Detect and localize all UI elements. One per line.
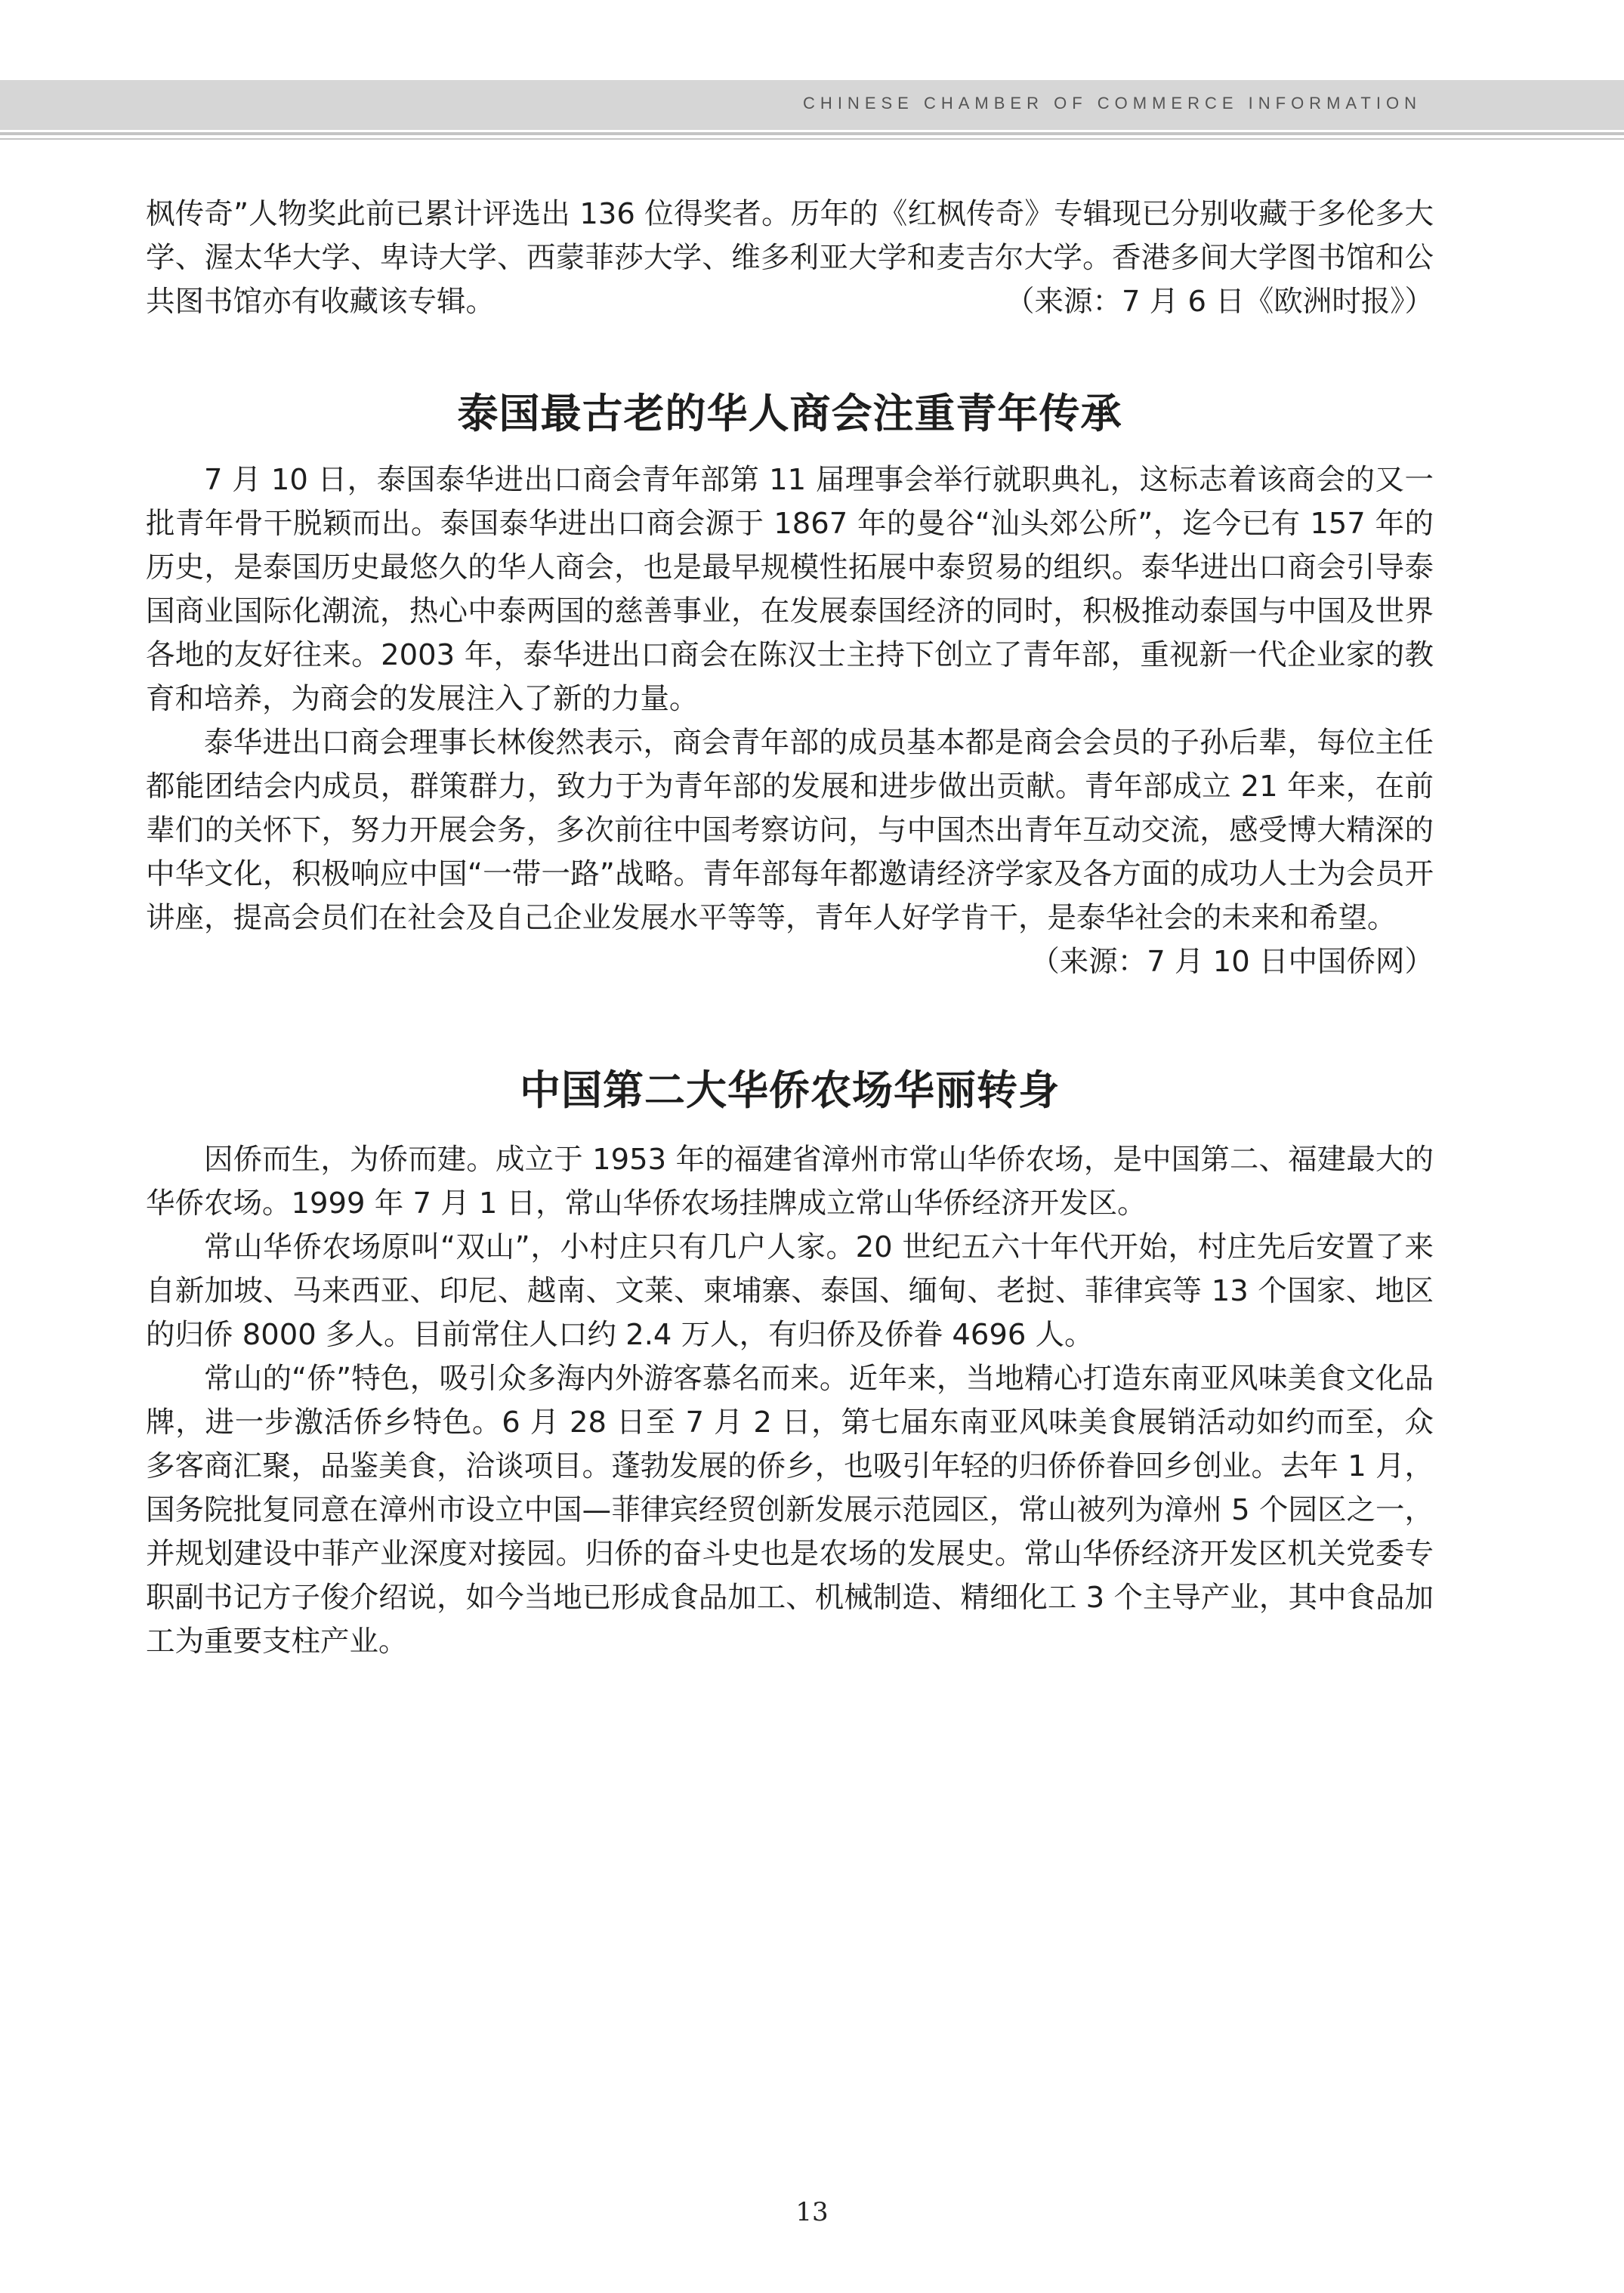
page-number: 13 [795,2197,829,2227]
running-header: CHINESE CHAMBER OF COMMERCE INFORMATION [803,94,1422,113]
article-2-paragraph-1: 因侨而生，为侨而建。成立于 1953 年的福建省漳州市常山华侨农场，是中国第二、福建最大的华侨农场。1999 年 7 月 1 日，常山华侨农场挂牌成立常山华侨经济开发区。 [146,1143,1434,1221]
article-1-paragraph-1: 7 月 10 日，泰国泰华进出口商会青年部第 11 届理事会举行就职典礼，这标志着该商会的又一批青年骨干脱颖而出。泰国泰华进出口商会源于 1867 年的曼谷“汕头郊公所”，迄今已有 157 年的历史，是泰国历史最悠久的华人商会，也是最早规模性拓展中泰贸易的组织。泰华进出口商会引导泰国商业国际化潮流，热心中泰两国的慈善事业，在发展泰国经济的同时，积极推动泰国与中国及世界各地的友好往来。2003 年，泰华进出口商会在陈汉士主持下创立了青年部，重视新一代企业家的教育和培养，为商会的发展注入了新的力量。 [146,463,1434,716]
header-rule [0,132,1624,135]
article-1-title: 泰国最古老的华人商会注重青年传承 [457,390,1122,437]
article-2-title: 中国第二大华侨农场华丽转身 [520,1066,1060,1114]
intro-source: （来源：7 月 6 日《欧洲时报》） [1005,285,1434,319]
article-2-paragraph-3: 常山的“侨”特色，吸引众多海内外游客慕名而来。近年来，当地精心打造东南亚风味美食文化品牌，进一步激活侨乡特色。6 月 28 日至 7 月 2 日，第七届东南亚风味美食展销活动如约而至，众多客商汇聚，品鉴美食，洽谈项目。蓬勃发展的侨乡，也吸引年轻的归侨侨眷回乡创业。去年 1 月，国务院批复同意在漳州市设立中国—菲律宾经贸创新发展示范园区，常山被列为漳州 5 个园区之一，并规划建设中菲产业深度对接园。归侨的奋斗史也是农场的发展史。常山华侨经济开发区机关党委专职副书记方子俊介绍说，如今当地已形成食品加工、机械制造、精细化工 3 个主导产业，其中食品加工为重要支柱产业。 [146,1362,1434,1659]
intro-paragraph [146,193,1434,324]
article-1-source: （来源：7 月 10 日中国侨网） [1030,945,1434,979]
header-rule-thin [0,138,1624,140]
article-2-paragraph-2: 常山华侨农场原叫“双山”，小村庄只有几户人家。20 世纪五六十年代开始，村庄先后安置了来自新加坡、马来西亚、印尼、越南、文莱、柬埔寨、泰国、缅甸、老挝、菲律宾等 13 个国家、地区的归侨 8000 多人。目前常住人口约 2.4 万人，有归侨及侨眷 4696 人。 [146,1230,1434,1352]
article-1-paragraph-2-text: 泰华进出口商会理事长林俊然表示，商会青年部的成员基本都是商会会员的子孙后辈，每位主任都能团结会内成员，群策群力，致力于为青年部的发展和进步做出贡献。青年部成立 21 年来，在前辈们的关怀下，努力开展会务，多次前往中国考察访问，与中国杰出青年互动交流，感受博大精深的中华文化，积极响应中国“一带一路”战略。青年部每年都邀请经济学家及各方面的成功人士为会员开讲座，提高会员们在社会及自己企业发展水平等等，青年人好学肯干，是泰华社会的未来和希望。 [146,726,1434,935]
intro-text: 枫传奇”人物奖此前已累计评选出 136 位得奖者。历年的《红枫传奇》专辑现已分别收藏于多伦多大学、渥太华大学、卑诗大学、西蒙菲莎大学、维多利亚大学和麦吉尔大学。香港多间大学图书馆和公共图书馆亦有收藏该专辑。 [146,197,1434,319]
article-1-paragraph-2 [146,721,1434,984]
page-content [146,193,1434,1664]
